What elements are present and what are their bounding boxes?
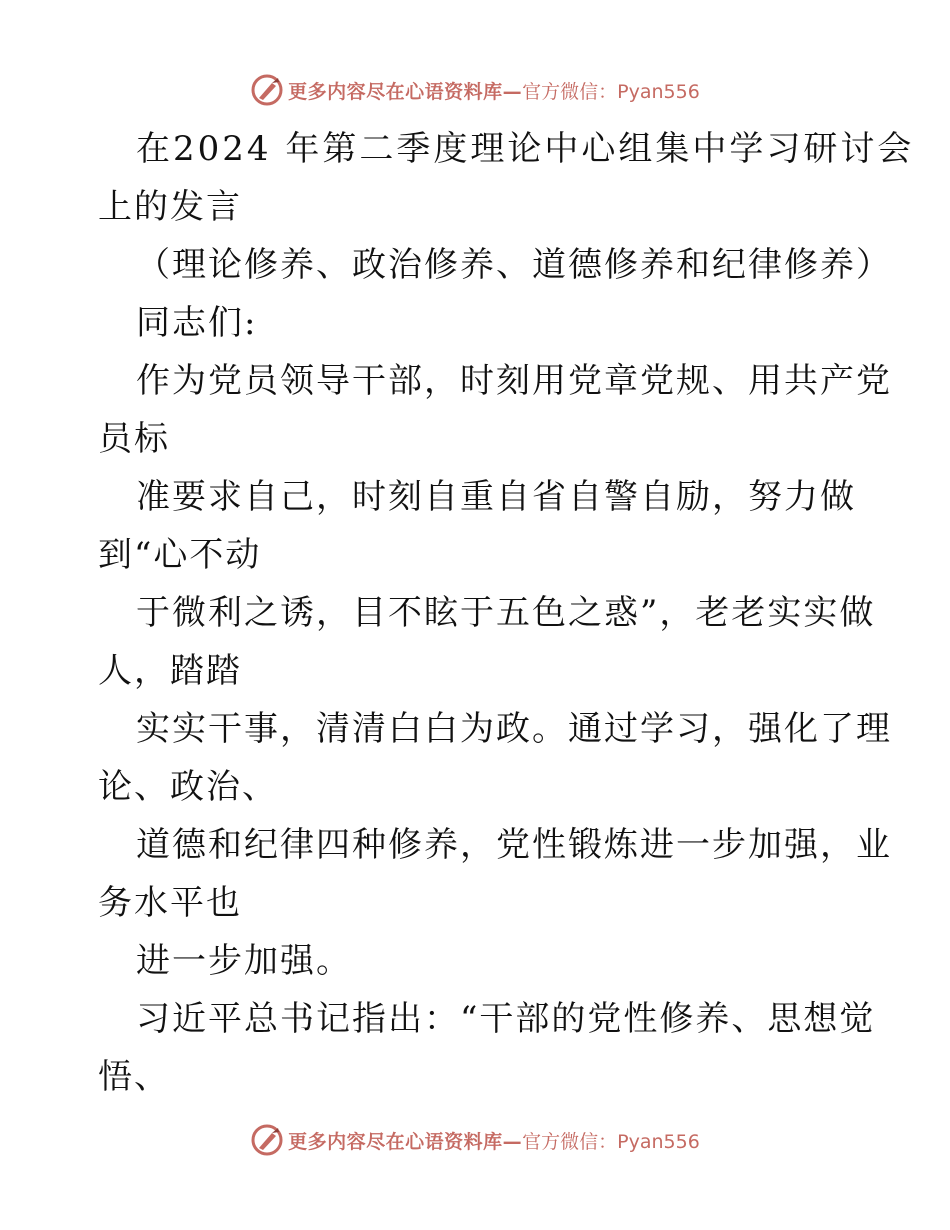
quill-logo-icon xyxy=(250,73,284,107)
document-body xyxy=(98,120,915,1106)
doc-paragraph-line: 实实干事，清清白白为政。通过学习，强化了理 xyxy=(136,709,892,749)
footer-banner-wechat: 官方微信：Pyan556 xyxy=(522,1130,700,1153)
doc-paragraph-line: 悟、 xyxy=(98,1057,170,1097)
doc-paragraph-line: 于微利之诱，目不眩于五色之惑”，老老实实做 xyxy=(136,593,876,633)
doc-title-line-2: 上的发言 xyxy=(98,187,242,227)
doc-paragraph-line: 人，踏踏 xyxy=(98,651,242,691)
header-banner xyxy=(0,70,950,110)
header-banner-wechat: 官方微信：Pyan556 xyxy=(522,80,700,103)
doc-paragraph-line: 到“心不动 xyxy=(98,535,262,575)
quill-logo-icon xyxy=(250,1123,284,1157)
footer-banner-text: 更多内容尽在心语资料库— xyxy=(288,1130,523,1153)
doc-subtitle: （理论修养、政治修养、道德修养和纪律修养） xyxy=(136,245,892,285)
doc-paragraph-line: 道德和纪律四种修养，党性锻炼进一步加强，业 xyxy=(136,825,892,865)
doc-title-line-1: 在2024 年第二季度理论中心组集中学习研讨会 xyxy=(136,129,915,169)
doc-paragraph-line: 准要求自己，时刻自重自省自警自励，努力做 xyxy=(136,477,856,517)
doc-paragraph-line: 员标 xyxy=(98,419,170,459)
doc-salutation: 同志们: xyxy=(136,303,258,343)
doc-paragraph-line: 论、政治、 xyxy=(98,767,278,807)
header-banner-text: 更多内容尽在心语资料库— xyxy=(288,80,523,103)
doc-paragraph-line: 作为党员领导干部，时刻用党章党规、用共产党 xyxy=(136,361,892,401)
doc-paragraph-line: 务水平也 xyxy=(98,883,242,923)
doc-paragraph-line: 习近平总书记指出：“干部的党性修养、思想觉 xyxy=(136,999,876,1039)
doc-paragraph-line: 进一步加强。 xyxy=(136,941,352,981)
footer-banner xyxy=(0,1120,950,1160)
